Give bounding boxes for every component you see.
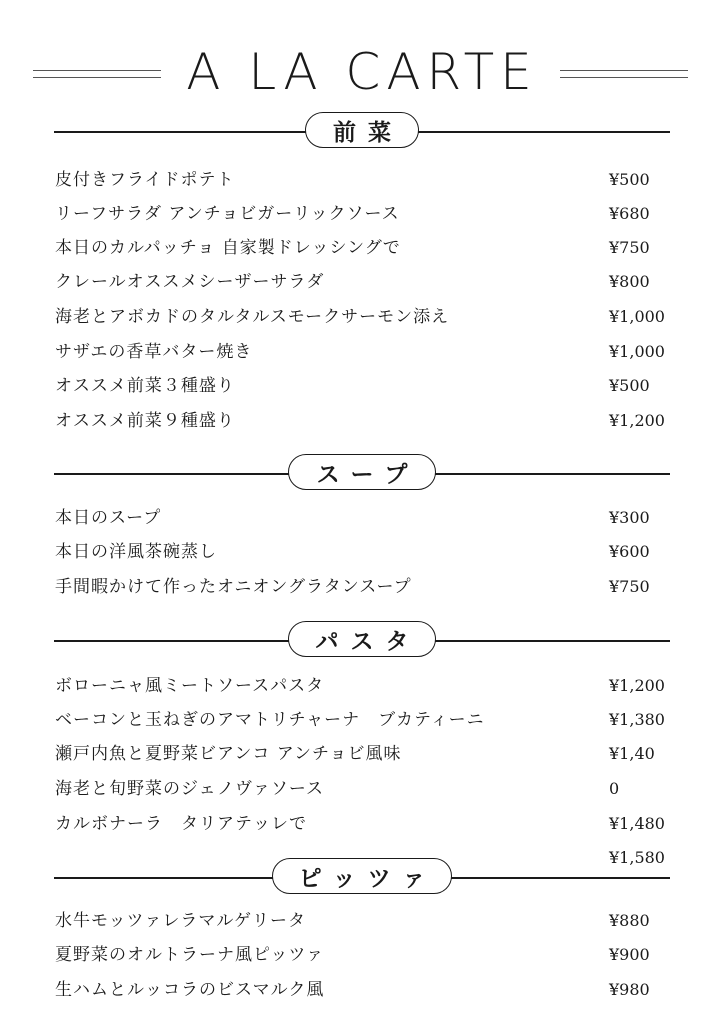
menu-item-price: ¥600 [609,542,650,561]
menu-item-price: ¥500 [609,376,650,395]
menu-item-price: ¥980 [609,980,650,999]
menu-item-price: ¥1,40 [609,744,655,763]
menu-item [55,404,670,438]
title-rule-right [560,70,688,78]
menu-item-name: ベーコンと玉ねぎのアマトリチャーナ ブカティーニ [55,710,485,730]
menu-item [55,807,670,841]
section-title-pasta: パスタ [288,621,436,657]
menu-item [55,737,670,771]
menu-item-price: ¥880 [609,911,650,930]
menu-item-name: 本日の洋風茶碗蒸し [55,542,217,562]
menu-item-name: 海老とアボカドのタルタルスモークサーモン添え [55,307,450,327]
section-header-soup [54,454,670,494]
menu-item-price: ¥1,000 [609,342,665,361]
menu-item [55,904,670,938]
section-header-appetizers [54,112,670,152]
menu-item-price: ¥1,200 [609,411,665,430]
menu-item-price: ¥1,200 [609,676,665,695]
menu-item-price: ¥750 [609,577,650,596]
menu-item-name: 本日のスープ [55,508,162,528]
menu-item-name: 瀬戸内魚と夏野菜ビアンコ アンチョビ風味 [55,744,402,764]
menu-item [55,231,670,265]
menu-item-name: クレールオススメシーザーサラダ [55,272,325,292]
menu-item [55,703,670,737]
menu-item [55,938,670,972]
menu-item [55,197,670,231]
section-title-soup: スープ [288,454,436,490]
menu-item-name: 手間暇かけて作ったオニオングラタンスープ [55,577,412,597]
menu-item-price: 0 [609,779,620,798]
menu-item-name: 水牛モッツァレラマルゲリータ [55,911,306,931]
menu-item [55,570,670,604]
menu-item [55,300,670,334]
menu-item [55,335,670,369]
menu-item-name: オススメ前菜９種盛り [55,411,235,431]
menu-item-name: ボローニャ風ミートソースパスタ [55,676,325,696]
menu-item [55,973,670,1007]
section-title-pizza: ピッツァ [272,858,452,894]
menu-item-name: リーフサラダ アンチョビガーリックソース [55,204,400,224]
menu-item-price: ¥750 [609,238,650,257]
menu-item-name: 皮付きフライドポテト [55,170,235,190]
menu-item-price: ¥900 [609,945,650,964]
menu-item-name: 本日のカルパッチョ 自家製ドレッシングで [55,238,401,258]
menu-item [55,501,670,535]
menu-item-price: ¥1,000 [609,307,665,326]
section-header-pasta [54,621,670,661]
menu-item [55,163,670,197]
menu-item [55,772,670,806]
section-title-appetizers: 前菜 [305,112,419,148]
menu-item [55,669,670,703]
menu-item [55,369,670,403]
menu-item-price: ¥680 [609,204,650,223]
menu-item-price: ¥500 [609,170,650,189]
menu-item-price: ¥300 [609,508,650,527]
menu-item-name: 海老と旬野菜のジェノヴァソース [55,779,324,799]
menu-item-name: オススメ前菜３種盛り [55,376,235,396]
menu-item-price-extra: ¥1,580 [609,848,665,867]
menu-item-name: 生ハムとルッコラのビスマルク風 [55,980,325,1000]
menu-item-price: ¥800 [609,272,650,291]
page-title: A LA CARTE [186,43,538,101]
menu-item-price: ¥1,380 [609,710,665,729]
section-header-pizza [54,858,670,898]
menu-item [55,535,670,569]
menu-item-name: 夏野菜のオルトラーナ風ピッツァ [55,945,325,965]
menu-item [55,265,670,299]
menu-item-name: カルボナーラ タリアテッレで [55,814,307,834]
menu-item-name: サザエの香草バター焼き [55,342,253,362]
menu-item-price: ¥1,480 [609,814,665,833]
